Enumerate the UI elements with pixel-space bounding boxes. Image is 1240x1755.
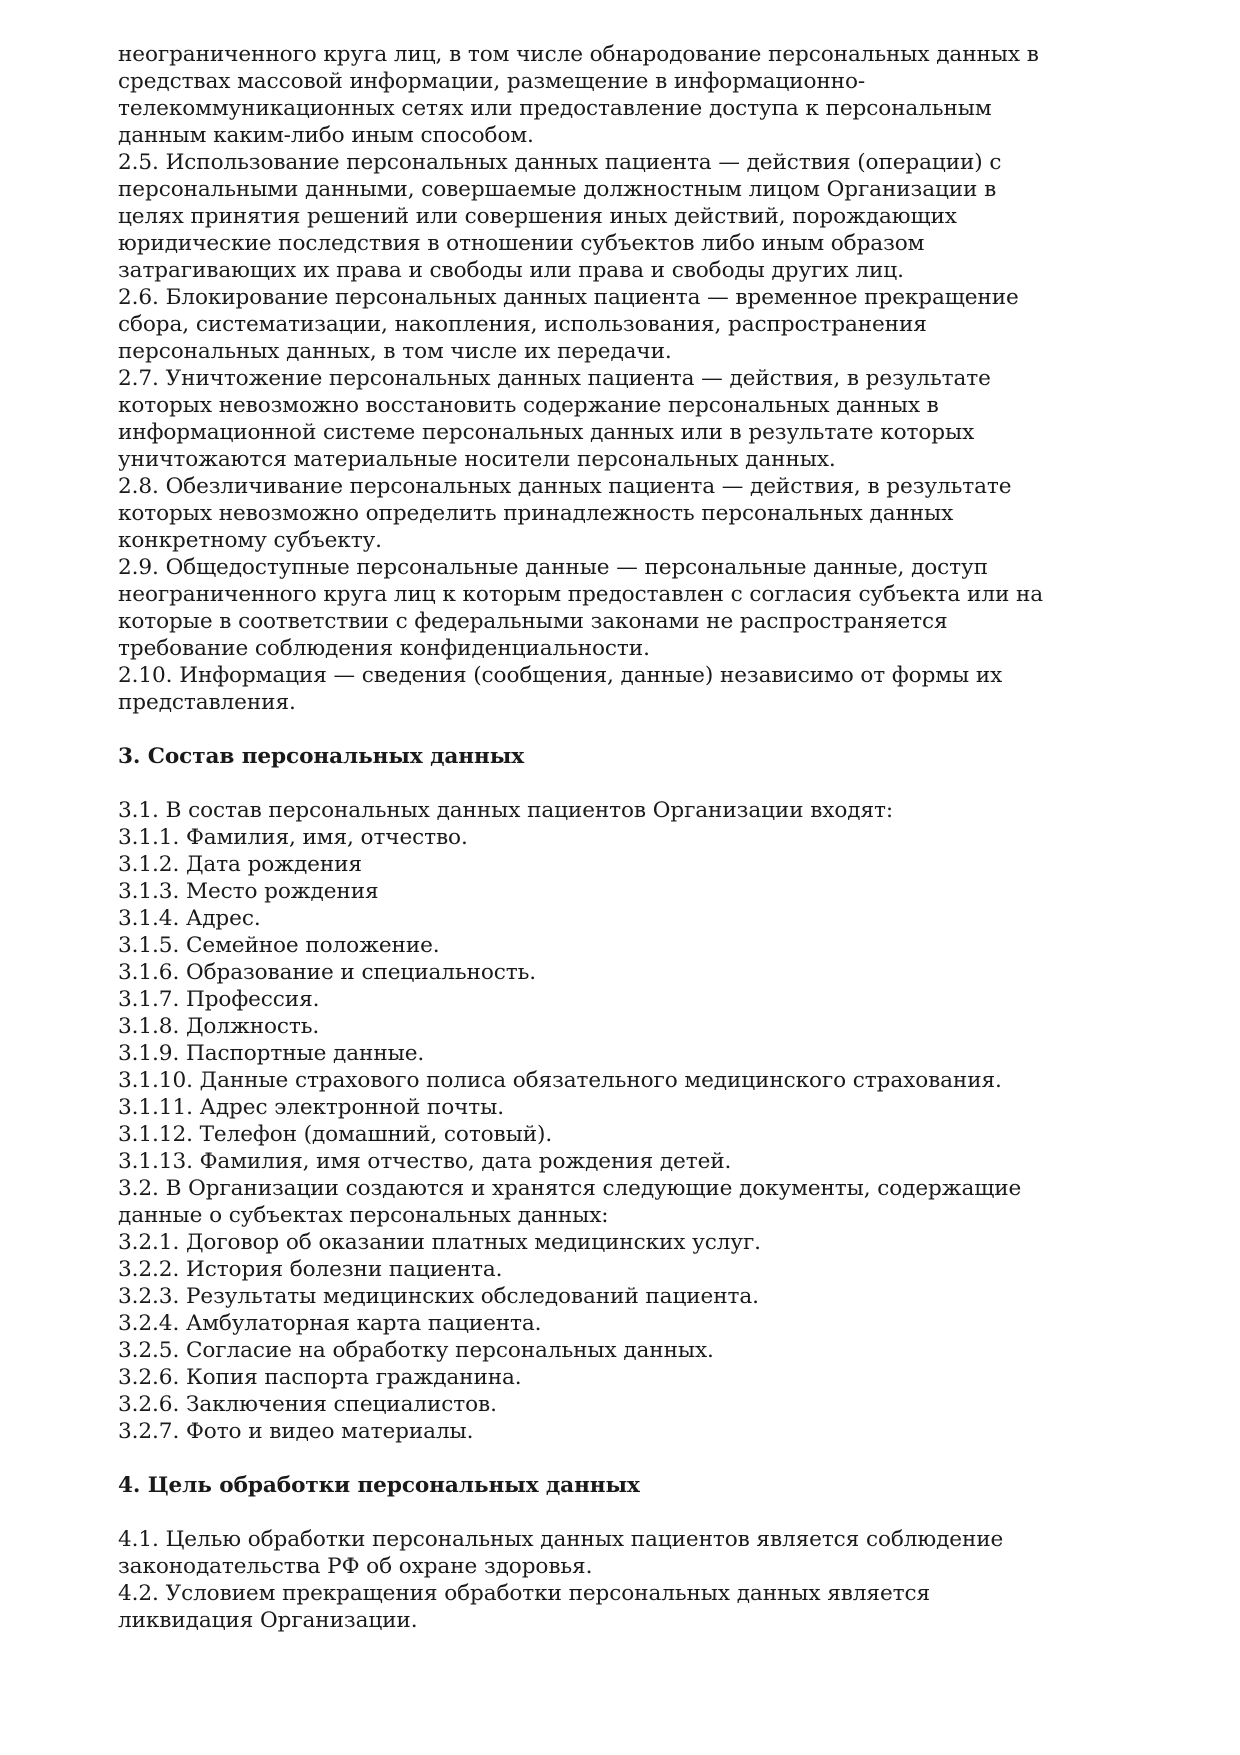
text-line: информационной системе персональных данных или в результате которых xyxy=(118,420,975,445)
text-line: 3.2.7. Фото и видео материалы. xyxy=(118,1419,474,1444)
text-line: юридические последствия в отношении субъектов либо иным образом xyxy=(118,231,925,256)
text-line: целях принятия решений или совершения иных действий, порождающих xyxy=(118,204,957,229)
text-line: 2.8. Обезличивание персональных данных пациента — действия, в результате xyxy=(118,474,1012,499)
text-line: 2.7. Уничтожение персональных данных пациента — действия, в результате xyxy=(118,366,991,391)
spacer xyxy=(118,1499,1128,1526)
section-3-body xyxy=(118,797,1128,1445)
spacer xyxy=(118,716,1128,743)
text-line: 3.1.13. Фамилия, имя отчество, дата рождения детей. xyxy=(118,1149,732,1174)
text-line: 3.2.6. Копия паспорта гражданина. xyxy=(118,1365,522,1390)
definitions-text xyxy=(118,41,1128,716)
text-line: 3.1.6. Образование и специальность. xyxy=(118,960,537,985)
text-line: 3.1.1. Фамилия, имя, отчество. xyxy=(118,825,468,850)
text-line: законодательства РФ об охране здоровья. xyxy=(118,1554,593,1579)
text-line: 3.2. В Организации создаются и хранятся следующие документы, содержащие xyxy=(118,1176,1022,1201)
text-line: сбора, систематизации, накопления, использования, распространения xyxy=(118,312,927,337)
text-line: ликвидация Организации. xyxy=(118,1608,418,1633)
text-line: 3.2.6. Заключения специалистов. xyxy=(118,1392,497,1417)
text-line: 3.2.5. Согласие на обработку персональных данных. xyxy=(118,1338,714,1363)
text-line: 2.5. Использование персональных данных пациента — действия (операции) с xyxy=(118,150,1002,175)
text-line: 3.1.2. Дата рождения xyxy=(118,852,362,877)
text-line: 3.2.2. История болезни пациента. xyxy=(118,1257,503,1282)
text-line: уничтожаются материальные носители персональных данных. xyxy=(118,447,836,472)
section-3-heading: 3. Состав персональных данных xyxy=(118,744,525,769)
section-4-heading: 4. Цель обработки персональных данных xyxy=(118,1473,640,1498)
text-line: 3.1.10. Данные страхового полиса обязательного медицинского страхования. xyxy=(118,1068,1002,1093)
text-line: 3.1.11. Адрес электронной почты. xyxy=(118,1095,504,1120)
text-line: 3.1.8. Должность. xyxy=(118,1014,320,1039)
text-line: данным каким-либо иным способом. xyxy=(118,123,534,148)
text-line: 3.2.4. Амбулаторная карта пациента. xyxy=(118,1311,542,1336)
text-line: представления. xyxy=(118,690,296,715)
text-line: персональными данными, совершаемые должностным лицом Организации в xyxy=(118,177,997,202)
text-line: средствах массовой информации, размещение в информационно- xyxy=(118,69,866,94)
spacer xyxy=(118,770,1128,797)
text-line: персональных данных, в том числе их передачи. xyxy=(118,339,672,364)
text-line: неограниченного круга лиц к которым предоставлен с согласия субъекта или на xyxy=(118,582,1044,607)
text-line: 3.1.5. Семейное положение. xyxy=(118,933,440,958)
text-line: 3.1.9. Паспортные данные. xyxy=(118,1041,425,1066)
text-line: требование соблюдения конфиденциальности. xyxy=(118,636,650,661)
text-line: неограниченного круга лиц, в том числе обнародование персональных данных в xyxy=(118,42,1039,67)
document-page xyxy=(118,41,1128,1634)
section-4-body xyxy=(118,1526,1128,1634)
text-line: 3.1.7. Профессия. xyxy=(118,987,320,1012)
spacer xyxy=(118,1445,1128,1472)
text-line: затрагивающих их права и свободы или права и свободы других лиц. xyxy=(118,258,904,283)
text-line: телекоммуникационных сетях или предоставление доступа к персональным xyxy=(118,96,992,121)
text-line: 3.2.3. Результаты медицинских обследований пациента. xyxy=(118,1284,759,1309)
text-line: 4.2. Условием прекращения обработки персональных данных является xyxy=(118,1581,930,1606)
text-line: 2.10. Информация — сведения (сообщения, данные) независимо от формы их xyxy=(118,663,1003,688)
text-line: которых невозможно восстановить содержание персональных данных в xyxy=(118,393,939,418)
text-line: которых невозможно определить принадлежность персональных данных xyxy=(118,501,954,526)
text-line: 4.1. Целью обработки персональных данных пациентов является соблюдение xyxy=(118,1527,1004,1552)
text-line: 3.1.4. Адрес. xyxy=(118,906,261,931)
text-line: 3.1.3. Место рождения xyxy=(118,879,379,904)
text-line: которые в соответствии с федеральными законами не распространяется xyxy=(118,609,948,634)
text-line: 3.1. В состав персональных данных пациентов Организации входят: xyxy=(118,798,894,823)
text-line: 3.1.12. Телефон (домашний, сотовый). xyxy=(118,1122,553,1147)
text-line: 2.9. Общедоступные персональные данные — персональные данные, доступ xyxy=(118,555,988,580)
text-line: данные о субъектах персональных данных: xyxy=(118,1203,609,1228)
text-line: 3.2.1. Договор об оказании платных медицинских услуг. xyxy=(118,1230,761,1255)
text-line: конкретному субъекту. xyxy=(118,528,382,553)
text-line: 2.6. Блокирование персональных данных пациента — временное прекращение xyxy=(118,285,1019,310)
